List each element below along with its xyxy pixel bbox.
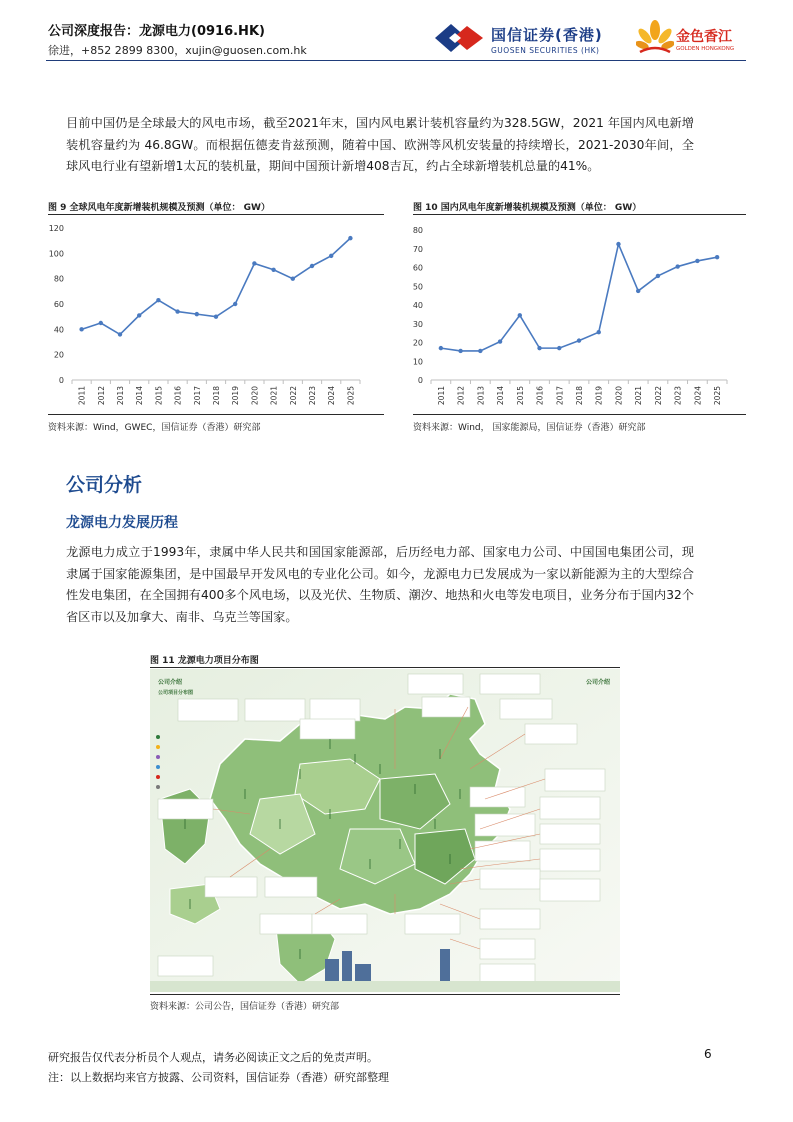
chart1-xtick-label: 2015 — [515, 386, 525, 406]
map-title-right: 公司介绍 — [586, 679, 611, 686]
figure-10-bottom-rule — [413, 414, 746, 415]
chart1-series-line — [441, 244, 717, 351]
figure-11-source: 资料来源：公司公告，国信证券（香港）研究部 — [150, 1002, 340, 1012]
chart0-xtick-label: 2013 — [116, 386, 125, 406]
chart0-xtick-label: 2015 — [154, 386, 164, 406]
chart1-ytick-label: 80 — [412, 226, 423, 235]
chart1-xtick-label: 2011 — [436, 386, 446, 406]
figure-9-chart — [48, 216, 384, 410]
map-title-left: 公司介绍 — [158, 679, 183, 686]
chart1-xtick-label: 2020 — [614, 386, 624, 406]
chart0-data-point — [310, 264, 314, 268]
chart1-xtick-label: 2018 — [575, 386, 584, 406]
chart1-ytick-label: 60 — [412, 263, 423, 273]
chart0-data-point — [252, 261, 256, 265]
chart0-xtick-label: 2022 — [288, 386, 298, 406]
chart1-xtick-label: 2021 — [634, 386, 644, 406]
analyst-contact: 徐进，+852 2899 8300，xujin@guosen.com.hk — [48, 44, 307, 57]
chart0-ytick-label: 80 — [53, 274, 64, 284]
chart0-ytick-label: 100 — [48, 249, 64, 259]
chart1-data-point — [636, 289, 640, 293]
page-number: 6 — [704, 1047, 712, 1061]
chart1-xtick-label: 2024 — [693, 386, 703, 406]
chart1-data-point — [458, 349, 462, 353]
chart0-xtick-label: 2017 — [192, 386, 202, 406]
figure-9-caption: 图 9 全球风电年度新增装机规模及预测（单位： GW） — [48, 203, 270, 213]
chart1-data-point — [715, 255, 719, 259]
figure-11-top-rule — [150, 667, 620, 668]
chart1-data-point — [537, 346, 541, 350]
chart1-data-point — [597, 330, 601, 334]
chart0-ytick-label: 0 — [58, 376, 64, 385]
chart0-ytick-label: 60 — [53, 300, 64, 309]
chart0-data-point — [137, 313, 141, 317]
chart0-series-line — [82, 238, 351, 334]
chart0-xtick-label: 2025 — [346, 386, 356, 406]
chart0-xtick-label: 2014 — [135, 386, 145, 406]
golden-hongkong-english: GOLDEN HONGKONG — [676, 46, 735, 52]
project-map-illustration — [150, 669, 620, 992]
footer-disclaimer: 研究报告仅代表分析员个人观点，请务必阅读正文之后的免责声明。 — [48, 1051, 378, 1064]
chart1-xtick-label: 2025 — [713, 386, 723, 406]
chart1-data-point — [518, 313, 522, 317]
chart0-data-point — [79, 327, 83, 331]
figure-10-source: 资料来源：Wind， 国家能源局，国信证券（香港）研究部 — [413, 423, 646, 433]
chart1-data-point — [577, 338, 581, 342]
figure-9-bottom-rule — [48, 414, 384, 415]
chart1-xtick-label: 2013 — [476, 386, 486, 406]
chart1-ytick-label: 0 — [417, 376, 423, 385]
chart0-data-point — [99, 321, 103, 325]
map-subtitle: 公司项目分布图 — [158, 690, 194, 696]
golden-hongkong-name: 金色香江 — [676, 29, 732, 45]
chart0-xtick-label: 2024 — [327, 386, 337, 406]
chart1-xtick-label: 2022 — [653, 386, 663, 406]
report-title: 公司深度报告：龙源电力(0916.HK) — [48, 24, 265, 39]
golden-hongkong-flower-icon — [636, 18, 674, 58]
chart1-data-point — [478, 349, 482, 353]
chart0-data-point — [175, 309, 179, 313]
guosen-logo-mark-icon — [433, 20, 485, 56]
guosen-logo-english: GUOSEN SECURITIES (HK) — [491, 46, 600, 55]
chart0-ytick-label: 40 — [53, 325, 64, 335]
chart0-xtick-label: 2019 — [231, 386, 241, 406]
chart1-ytick-label: 30 — [412, 319, 423, 329]
header-divider — [46, 60, 746, 61]
figure-11-caption: 图 11 龙源电力项目分布图 — [150, 656, 259, 666]
chart0-xtick-label: 2012 — [96, 386, 106, 406]
chart1-ytick-label: 20 — [412, 338, 423, 348]
golden-hongkong-logo — [636, 18, 746, 60]
figure-10-caption: 图 10 国内风电年度新增装机规模及预测（单位： GW） — [413, 203, 642, 213]
chart0-data-point — [214, 314, 218, 318]
chart0-data-point — [271, 268, 275, 272]
chart0-xtick-label: 2016 — [173, 386, 183, 406]
chart1-data-point — [656, 274, 660, 278]
chart1-xtick-label: 2016 — [535, 386, 545, 406]
figure-11-bottom-rule — [150, 994, 620, 995]
chart0-xtick-label: 2023 — [308, 386, 317, 406]
chart1-data-point — [695, 259, 699, 263]
chart1-xtick-label: 2012 — [456, 386, 466, 406]
chart0-data-point — [329, 254, 333, 258]
chart0-data-point — [348, 236, 352, 240]
chart1-xtick-label: 2014 — [496, 386, 506, 406]
chart1-xtick-label: 2019 — [594, 386, 604, 406]
company-history-paragraph: 龙源电力成立于1993年，隶属中华人民共和国国家能源部，后历经电力部、国家电力公司、中国国电集团公司，现隶属于国家能源集团，是中国最早开发风电的专业化公司。如今，龙源电力已发展成为一家以新能源为主的大型综合性发电集团，在全国拥有400多个风电场，以及光伏、生物质、潮汐、地热和火电等发电项目，业务分布于国内32个省区市以及加拿大、南非、乌克兰等国家。 — [66, 545, 694, 624]
chart0-data-point — [195, 312, 199, 316]
chart0-xtick-label: 2020 — [250, 386, 260, 406]
intro-paragraph: 目前中国仍是全球最大的风电市场，截至2021年末，国内风电累计装机容量约为328.5GW，2021 年国内风电新增装机容量约为 46.8GW。而根据伍德麦肯兹预测，随着中国、欧洲等风机安装量的持续增长，2021-2030年间，全球风电行业有望新增1太瓦的装机量，期间中国预计新增408吉瓦，约占全球新增装机总量的41%。 — [66, 116, 694, 173]
footer-note: 注：以上数据均来官方披露、公司资料，国信证券（香港）研究部整理 — [48, 1071, 389, 1084]
figure-9-top-rule — [48, 214, 384, 215]
chart1-data-point — [439, 346, 443, 350]
guosen-logo — [433, 20, 618, 60]
chart1-ytick-label: 50 — [412, 282, 423, 292]
chart1-ytick-label: 10 — [412, 357, 423, 367]
chart0-ytick-label: 120 — [48, 224, 64, 233]
chart0-data-point — [156, 298, 160, 302]
chart0-xtick-label: 2011 — [77, 386, 87, 406]
figure-10-chart — [413, 216, 746, 410]
chart0-data-point — [233, 302, 237, 306]
chart1-xtick-label: 2017 — [555, 386, 565, 406]
chart1-data-point — [675, 264, 679, 268]
subsection-title: 龙源电力发展历程 — [66, 515, 178, 531]
chart1-data-point — [557, 346, 561, 350]
chart1-data-point — [498, 339, 502, 343]
chart0-xtick-label: 2021 — [269, 386, 279, 406]
chart1-ytick-label: 40 — [412, 301, 423, 310]
chart0-xtick-label: 2018 — [212, 386, 221, 406]
chart0-data-point — [118, 332, 122, 336]
section-title: 公司分析 — [66, 474, 143, 496]
chart1-ytick-label: 70 — [412, 244, 423, 254]
figure-9-source: 资料来源：Wind，GWEC，国信证券（香港）研究部 — [48, 423, 261, 433]
chart1-data-point — [616, 242, 620, 246]
chart0-ytick-label: 20 — [53, 350, 64, 360]
guosen-logo-name: 国信证券(香港) — [491, 26, 603, 44]
project-distribution-map — [150, 669, 620, 992]
chart0-data-point — [291, 276, 295, 280]
figure-10-top-rule — [413, 214, 746, 215]
chart1-xtick-label: 2023 — [673, 386, 683, 406]
